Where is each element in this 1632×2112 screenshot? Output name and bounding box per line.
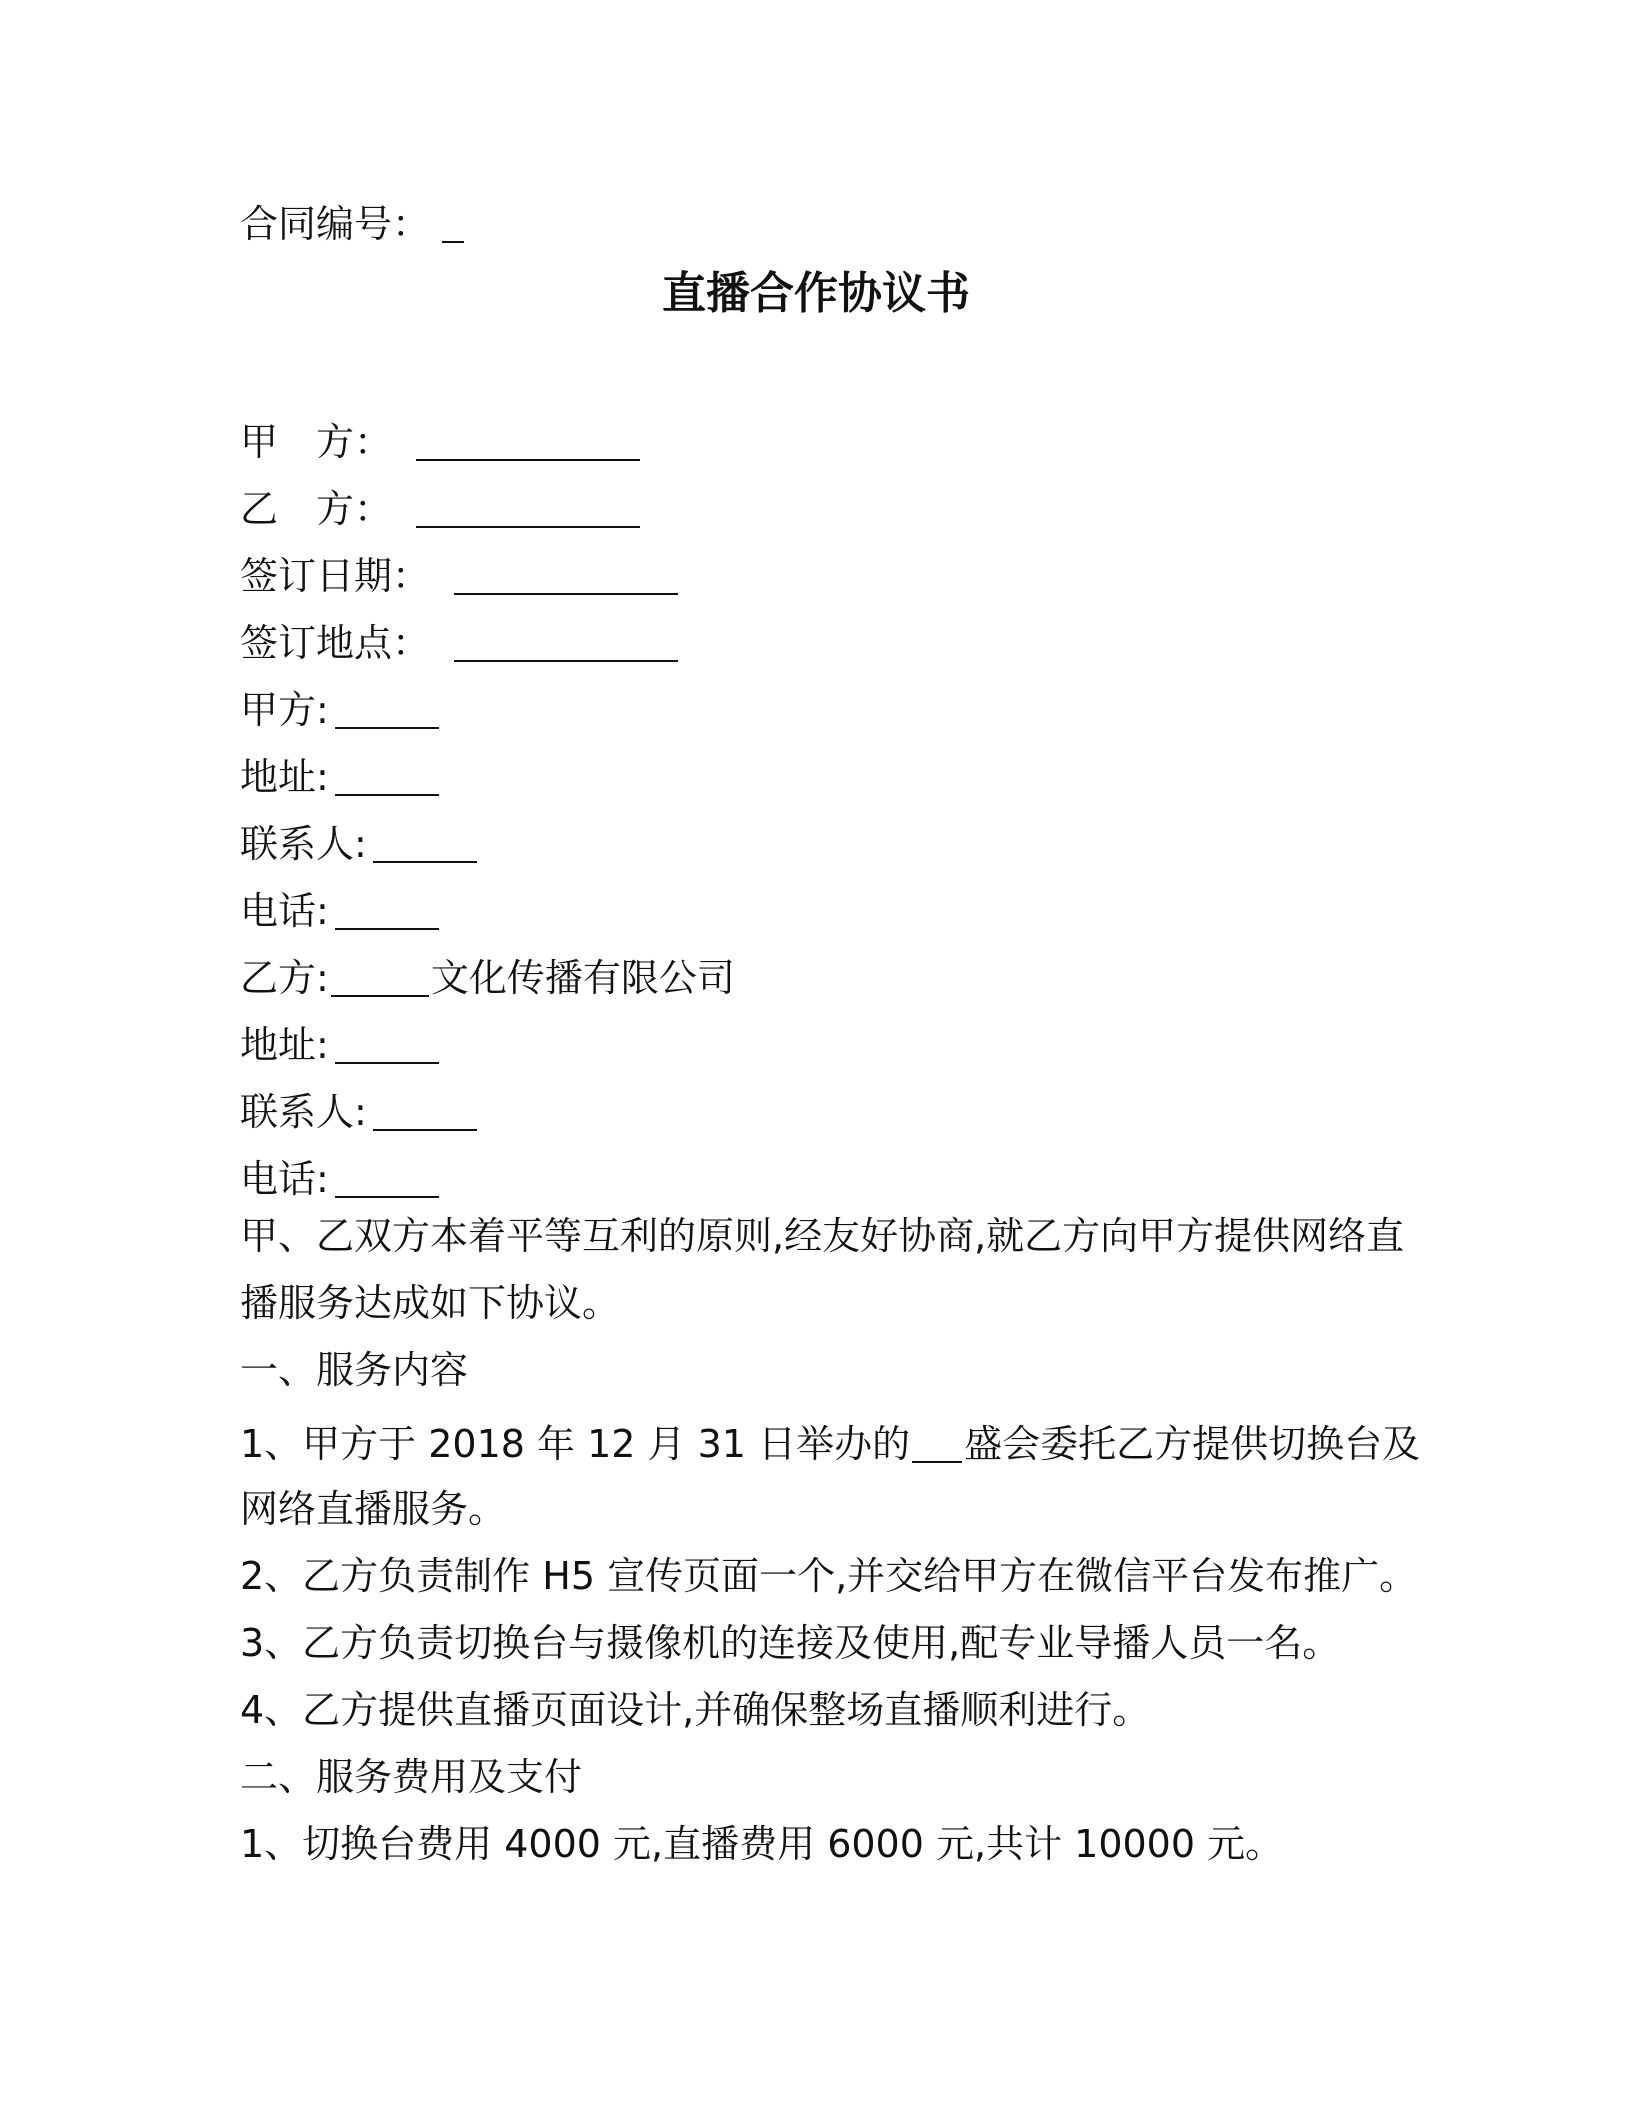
party-a-phone-line <box>240 887 439 935</box>
summary-party-b-label: 乙 方： <box>240 487 393 531</box>
party-b-phone-blank <box>335 1162 439 1198</box>
party-b-name-suffix: 文化传播有限公司 <box>430 956 735 1000</box>
party-a-name-label: 甲方: <box>240 688 329 732</box>
contract-number-line <box>240 200 464 248</box>
party-a-name-line <box>240 686 439 734</box>
sign-date-line <box>240 552 678 600</box>
section-1-item-1-text-a: 1、甲方于 2018 年 12 月 31 日举办的 <box>240 1422 911 1466</box>
intro-paragraph-line-2: 播服务达成如下协议。 <box>240 1281 621 1325</box>
section-1-heading: 一、服务内容 <box>240 1348 469 1392</box>
sign-place-label: 签订地点： <box>240 621 431 665</box>
document-title: 直播合作协议书 <box>662 268 970 319</box>
section-1-item-2: 2、乙方负责制作 H5 宣传页面一个,并交给甲方在微信平台发布推广。 <box>240 1554 1418 1598</box>
party-a-contact-label: 联系人: <box>240 822 367 866</box>
section-1-item-3: 3、乙方负责切换台与摄像机的连接及使用,配专业导播人员一名。 <box>240 1621 1341 1665</box>
section-1-item-4: 4、乙方提供直播页面设计,并确保整场直播顺利进行。 <box>240 1688 1151 1732</box>
party-a-phone-blank <box>335 894 439 930</box>
party-b-contact-label: 联系人: <box>240 1090 367 1134</box>
party-a-name-blank <box>335 693 439 729</box>
intro-paragraph-line-1: 甲、乙双方本着平等互利的原则,经友好协商,就乙方向甲方提供网络直 <box>240 1214 1405 1258</box>
party-b-name-blank <box>331 961 429 997</box>
sign-place-line <box>240 619 678 667</box>
sign-place-blank <box>454 626 678 662</box>
party-b-phone-line <box>240 1155 439 1203</box>
summary-party-a-blank <box>416 425 640 461</box>
contract-number-label: 合同编号： <box>240 202 431 246</box>
section-2-heading: 二、服务费用及支付 <box>240 1755 583 1799</box>
section-2-item-1: 1、切换台费用 4000 元,直播费用 6000 元,共计 10000 元。 <box>240 1822 1284 1866</box>
section-1-item-1-line-1 <box>240 1420 1420 1468</box>
party-a-address-blank <box>335 760 439 796</box>
party-b-address-blank <box>335 1028 439 1064</box>
section-1-item-1-line-2: 网络直播服务。 <box>240 1487 507 1531</box>
party-a-phone-label: 电话: <box>240 889 329 933</box>
party-b-name-line <box>240 954 735 1002</box>
party-b-contact-line <box>240 1088 477 1136</box>
party-a-contact-line <box>240 820 477 868</box>
summary-party-a-label: 甲 方： <box>240 420 393 464</box>
party-b-phone-label: 电话: <box>240 1157 329 1201</box>
contract-number-blank <box>442 207 464 243</box>
party-b-address-line <box>240 1021 439 1069</box>
party-b-address-label: 地址: <box>240 1023 329 1067</box>
summary-party-b-blank <box>416 492 640 528</box>
party-a-contact-blank <box>373 827 477 863</box>
section-1-item-1-text-b: 盛会委托乙方提供切换台及 <box>964 1422 1421 1466</box>
sign-date-label: 签订日期： <box>240 554 431 598</box>
summary-party-a-line <box>240 418 640 466</box>
party-a-address-line <box>240 753 439 801</box>
sign-date-blank <box>454 559 678 595</box>
party-a-address-label: 地址: <box>240 755 329 799</box>
party-b-name-label: 乙方: <box>240 956 329 1000</box>
summary-party-b-line <box>240 485 640 533</box>
party-b-contact-blank <box>373 1095 477 1131</box>
event-name-blank <box>912 1427 962 1463</box>
